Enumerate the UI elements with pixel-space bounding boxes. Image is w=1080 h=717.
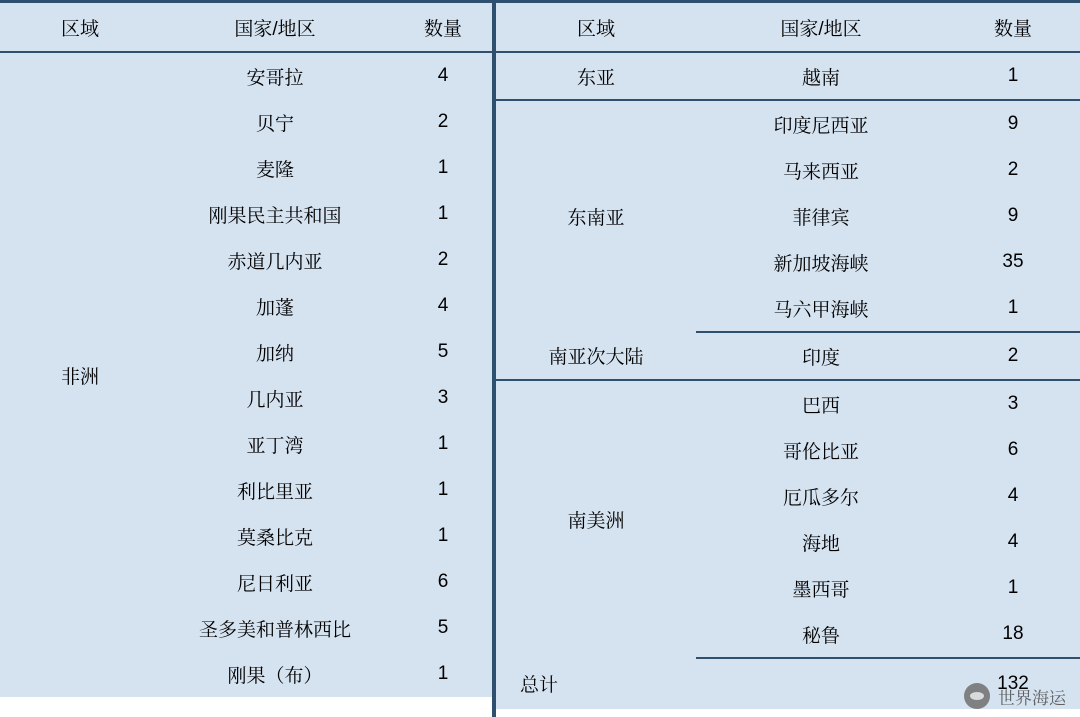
header-region: 区域 [496,2,696,53]
count-cell: 2 [946,332,1080,380]
table-row [496,52,1080,100]
country-cell: 马来西亚 [696,147,946,193]
table-header-row [496,2,1080,53]
country-cell: 几内亚 [160,375,390,421]
region-cell-south-america: 南美洲 [496,380,696,658]
count-cell: 5 [390,605,496,651]
header-country: 国家/地区 [696,2,946,53]
total-label: 总计 [496,658,696,709]
count-cell: 1 [946,565,1080,611]
country-cell: 加蓬 [160,283,390,329]
watermark-text: 世界海运 [998,688,1066,708]
count-cell: 9 [946,193,1080,239]
count-cell: 3 [946,380,1080,427]
count-cell: 2 [946,147,1080,193]
table-divider [492,0,496,717]
table-header-row [0,2,496,53]
table-row [496,380,1080,427]
right-table-wrapper [496,0,1080,717]
total-spacer [696,658,946,709]
count-cell: 1 [390,421,496,467]
region-cell-southeast-asia: 东南亚 [496,100,696,332]
count-cell: 4 [390,283,496,329]
count-cell: 5 [390,329,496,375]
country-cell: 贝宁 [160,99,390,145]
count-cell: 6 [946,427,1080,473]
table-row [496,332,1080,380]
count-cell: 1 [390,467,496,513]
count-cell: 35 [946,239,1080,285]
country-cell: 利比里亚 [160,467,390,513]
count-cell: 4 [946,519,1080,565]
country-cell: 巴西 [696,380,946,427]
table-row [0,52,496,99]
country-cell: 刚果民主共和国 [160,191,390,237]
asia-americas-table [496,0,1080,709]
region-cell-east-asia: 东亚 [496,52,696,100]
country-cell: 尼日利亚 [160,559,390,605]
count-cell: 1 [946,52,1080,100]
header-count: 数量 [390,2,496,53]
country-cell: 墨西哥 [696,565,946,611]
country-cell: 刚果（布） [160,651,390,697]
count-cell: 2 [390,99,496,145]
country-cell: 马六甲海峡 [696,285,946,332]
country-cell: 圣多美和普林西比 [160,605,390,651]
count-cell: 9 [946,100,1080,147]
header-country: 国家/地区 [160,2,390,53]
country-cell: 安哥拉 [160,52,390,99]
country-cell: 菲律宾 [696,193,946,239]
count-cell: 3 [390,375,496,421]
country-cell: 海地 [696,519,946,565]
count-cell: 6 [390,559,496,605]
region-cell-south-asia: 南亚次大陆 [496,332,696,380]
count-cell: 1 [390,651,496,697]
header-count: 数量 [946,2,1080,53]
circle-logo-icon [964,683,990,709]
table-row [496,100,1080,147]
count-cell: 4 [946,473,1080,519]
count-cell: 18 [946,611,1080,658]
count-cell: 1 [390,145,496,191]
count-cell: 1 [390,513,496,559]
count-cell: 4 [390,52,496,99]
country-cell: 哥伦比亚 [696,427,946,473]
left-table-wrapper [0,0,496,717]
count-cell: 2 [390,237,496,283]
africa-table [0,0,496,697]
country-cell: 新加坡海峡 [696,239,946,285]
watermark [964,683,1066,709]
region-cell-africa: 非洲 [0,52,160,697]
country-cell: 秘鲁 [696,611,946,658]
country-cell: 麦隆 [160,145,390,191]
country-cell: 加纳 [160,329,390,375]
country-cell: 亚丁湾 [160,421,390,467]
country-cell: 厄瓜多尔 [696,473,946,519]
country-cell: 印度尼西亚 [696,100,946,147]
total-value: 132 [946,658,1080,709]
country-cell: 莫桑比克 [160,513,390,559]
count-cell: 1 [390,191,496,237]
country-cell: 越南 [696,52,946,100]
country-cell: 印度 [696,332,946,380]
header-region: 区域 [0,2,160,53]
country-cell: 赤道几内亚 [160,237,390,283]
count-cell: 1 [946,285,1080,332]
